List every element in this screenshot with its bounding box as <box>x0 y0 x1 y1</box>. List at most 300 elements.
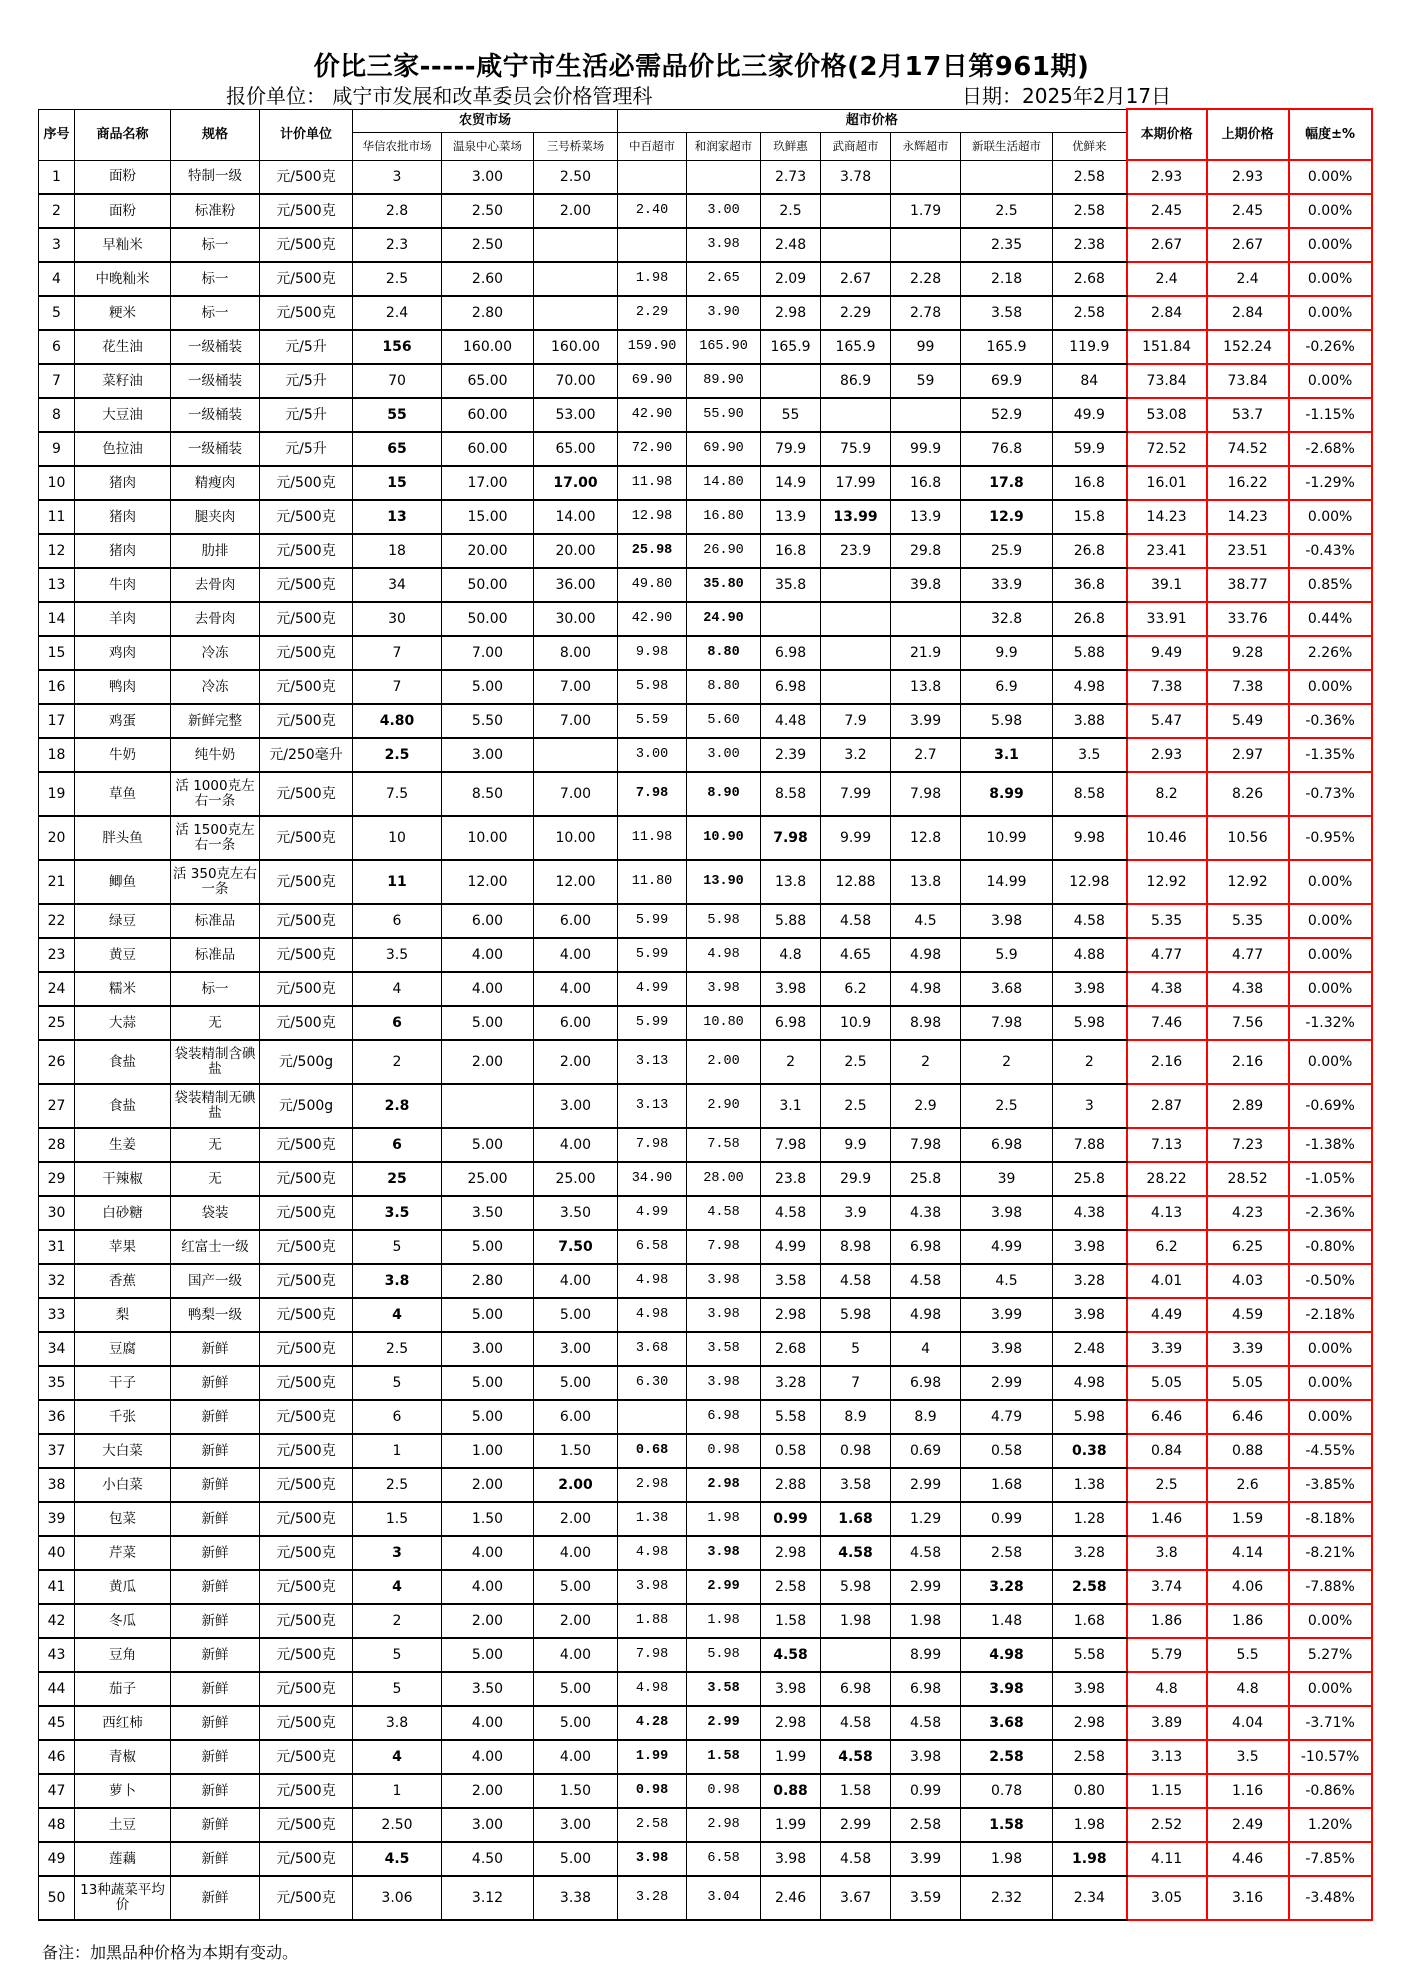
supermarket-price: 2.5 <box>961 194 1053 228</box>
product-name: 糯米 <box>75 972 171 1006</box>
supermarket-price: 7.98 <box>761 1128 821 1162</box>
market-price: 2.80 <box>442 296 534 330</box>
supermarket-price: 2.99 <box>687 1706 761 1740</box>
supermarket-price: 7.98 <box>961 1006 1053 1040</box>
supermarket-price: 4.58 <box>891 1536 961 1570</box>
supermarket-price: 26.8 <box>1053 534 1127 568</box>
supermarket-price: 1.99 <box>761 1808 821 1842</box>
supermarket-price: 4.98 <box>1053 670 1127 704</box>
table-row <box>39 1570 1372 1604</box>
row-number: 44 <box>39 1672 75 1706</box>
table-row <box>39 670 1372 704</box>
supermarket-price: 3.98 <box>961 1196 1053 1230</box>
supermarket-price: 11.98 <box>618 816 687 860</box>
change-percent: 0.44% <box>1289 602 1372 636</box>
market-price: 5.00 <box>442 1366 534 1400</box>
supermarket-price: 4.98 <box>618 1672 687 1706</box>
supermarket-price: 1.29 <box>891 1502 961 1536</box>
table-row <box>39 1604 1372 1638</box>
table-row <box>39 296 1372 330</box>
supermarket-price: 52.9 <box>961 398 1053 432</box>
supermarket-price: 1.98 <box>687 1604 761 1638</box>
supermarket-price: 3.98 <box>961 1672 1053 1706</box>
market-price: 1.50 <box>442 1502 534 1536</box>
supermarket-price <box>618 160 687 194</box>
table-row <box>39 860 1372 904</box>
product-name: 苹果 <box>75 1230 171 1264</box>
price-unit: 元/500克 <box>260 1162 353 1196</box>
product-name: 绿豆 <box>75 904 171 938</box>
supermarket-price <box>891 398 961 432</box>
previous-price: 0.88 <box>1207 1434 1289 1468</box>
change-percent: -8.21% <box>1289 1536 1372 1570</box>
supermarket-price: 1.88 <box>618 1604 687 1638</box>
supermarket-price: 8.98 <box>891 1006 961 1040</box>
product-spec: 新鲜完整 <box>171 704 260 738</box>
supermarket-price: 0.68 <box>618 1434 687 1468</box>
market-price: 1.5 <box>353 1502 442 1536</box>
market-price: 11 <box>353 860 442 904</box>
table-row <box>39 1434 1372 1468</box>
supermarket-price: 4.98 <box>891 972 961 1006</box>
row-number: 6 <box>39 330 75 364</box>
price-unit: 元/500g <box>260 1040 353 1084</box>
market-price: 7.00 <box>534 772 618 816</box>
supermarket-price: 5.98 <box>961 704 1053 738</box>
row-number: 27 <box>39 1084 75 1128</box>
row-number: 8 <box>39 398 75 432</box>
supermarket-price: 32.8 <box>961 602 1053 636</box>
row-number: 49 <box>39 1842 75 1876</box>
supermarket-price: 0.38 <box>1053 1434 1127 1468</box>
product-name: 香蕉 <box>75 1264 171 1298</box>
row-number: 48 <box>39 1808 75 1842</box>
col-supermarket: 新联生活超市 <box>961 132 1053 160</box>
product-spec: 新鲜 <box>171 1706 260 1740</box>
supermarket-price: 2.65 <box>687 262 761 296</box>
market-price: 12.00 <box>534 860 618 904</box>
supermarket-price: 4.38 <box>891 1196 961 1230</box>
supermarket-price: 29.9 <box>821 1162 891 1196</box>
previous-price: 8.26 <box>1207 772 1289 816</box>
market-price: 70 <box>353 364 442 398</box>
supermarket-price: 89.90 <box>687 364 761 398</box>
row-number: 45 <box>39 1706 75 1740</box>
market-price: 5 <box>353 1230 442 1264</box>
product-spec: 新鲜 <box>171 1332 260 1366</box>
current-price: 28.22 <box>1127 1162 1207 1196</box>
supermarket-price: 2.58 <box>618 1808 687 1842</box>
market-price: 3.5 <box>353 1196 442 1230</box>
price-unit: 元/500克 <box>260 1536 353 1570</box>
table-row <box>39 704 1372 738</box>
market-price: 3.00 <box>442 1808 534 1842</box>
market-price: 15.00 <box>442 500 534 534</box>
change-percent: -1.05% <box>1289 1162 1372 1196</box>
supermarket-price: 5.99 <box>618 1006 687 1040</box>
price-unit: 元/500克 <box>260 1876 353 1920</box>
market-price: 1.50 <box>534 1774 618 1808</box>
supermarket-price: 6.98 <box>821 1672 891 1706</box>
market-price: 2.8 <box>353 194 442 228</box>
market-price: 60.00 <box>442 432 534 466</box>
table-row <box>39 1774 1372 1808</box>
supermarket-price: 3.98 <box>1053 1672 1127 1706</box>
supermarket-price: 2.39 <box>761 738 821 772</box>
previous-price: 2.45 <box>1207 194 1289 228</box>
market-price: 4 <box>353 972 442 1006</box>
supermarket-price: 3.98 <box>761 1672 821 1706</box>
change-percent: 0.00% <box>1289 1332 1372 1366</box>
previous-price: 2.93 <box>1207 160 1289 194</box>
row-number: 1 <box>39 160 75 194</box>
market-price: 15 <box>353 466 442 500</box>
table-row <box>39 816 1372 860</box>
supermarket-price: 4.98 <box>891 938 961 972</box>
product-spec: 袋装 <box>171 1196 260 1230</box>
table-body <box>39 160 1372 1920</box>
current-price: 8.2 <box>1127 772 1207 816</box>
market-price: 3.50 <box>442 1196 534 1230</box>
current-price: 33.91 <box>1127 602 1207 636</box>
row-number: 19 <box>39 772 75 816</box>
price-unit: 元/500克 <box>260 1774 353 1808</box>
market-price: 7.50 <box>534 1230 618 1264</box>
product-spec: 新鲜 <box>171 1366 260 1400</box>
product-spec: 活 350克左右一条 <box>171 860 260 904</box>
supermarket-price: 6.98 <box>891 1672 961 1706</box>
supermarket-price: 165.90 <box>687 330 761 364</box>
change-percent: -0.26% <box>1289 330 1372 364</box>
product-spec: 肋排 <box>171 534 260 568</box>
supermarket-price: 39 <box>961 1162 1053 1196</box>
market-price: 25 <box>353 1162 442 1196</box>
product-name: 胖头鱼 <box>75 816 171 860</box>
price-unit: 元/500克 <box>260 636 353 670</box>
supermarket-price: 3.98 <box>618 1570 687 1604</box>
supermarket-price: 36.8 <box>1053 568 1127 602</box>
market-price: 4 <box>353 1740 442 1774</box>
market-price: 6.00 <box>534 1006 618 1040</box>
market-price: 5.00 <box>534 1298 618 1332</box>
product-name: 大白菜 <box>75 1434 171 1468</box>
market-price: 50.00 <box>442 602 534 636</box>
supermarket-price: 13.8 <box>891 670 961 704</box>
supermarket-price: 5.98 <box>687 1638 761 1672</box>
supermarket-price: 3.58 <box>961 296 1053 330</box>
product-spec: 标一 <box>171 228 260 262</box>
row-number: 31 <box>39 1230 75 1264</box>
supermarket-price: 2.7 <box>891 738 961 772</box>
supermarket-price: 16.80 <box>687 500 761 534</box>
supermarket-price: 2.35 <box>961 228 1053 262</box>
price-unit: 元/500克 <box>260 1604 353 1638</box>
product-spec: 袋装精制无碘盐 <box>171 1084 260 1128</box>
supermarket-price: 6.98 <box>891 1366 961 1400</box>
row-number: 37 <box>39 1434 75 1468</box>
market-price: 5.00 <box>442 1638 534 1672</box>
previous-price: 7.23 <box>1207 1128 1289 1162</box>
supermarket-price: 1.38 <box>618 1502 687 1536</box>
supermarket-price: 3.2 <box>821 738 891 772</box>
supermarket-price: 8.58 <box>761 772 821 816</box>
group-supermarket: 超市价格 <box>618 109 1127 132</box>
change-percent: 0.00% <box>1289 194 1372 228</box>
supermarket-price: 2.98 <box>761 1536 821 1570</box>
price-unit: 元/5升 <box>260 330 353 364</box>
supermarket-price: 3.58 <box>761 1264 821 1298</box>
supermarket-price: 0.99 <box>761 1502 821 1536</box>
price-unit: 元/500克 <box>260 1808 353 1842</box>
table-row <box>39 1006 1372 1040</box>
market-price: 4.00 <box>534 938 618 972</box>
current-price: 4.77 <box>1127 938 1207 972</box>
supermarket-price: 4.98 <box>618 1298 687 1332</box>
market-price: 20.00 <box>534 534 618 568</box>
market-price: 2.00 <box>534 1040 618 1084</box>
table-row <box>39 398 1372 432</box>
supermarket-price: 2.99 <box>961 1366 1053 1400</box>
supermarket-price: 4.58 <box>891 1706 961 1740</box>
change-percent: -7.85% <box>1289 1842 1372 1876</box>
supermarket-price: 3.58 <box>687 1332 761 1366</box>
product-name: 小白菜 <box>75 1468 171 1502</box>
supermarket-price: 12.98 <box>618 500 687 534</box>
product-spec: 新鲜 <box>171 1672 260 1706</box>
supermarket-price: 3.98 <box>1053 1230 1127 1264</box>
supermarket-price: 4.58 <box>821 1264 891 1298</box>
market-price: 65.00 <box>442 364 534 398</box>
product-name: 鲫鱼 <box>75 860 171 904</box>
supermarket-price: 14.99 <box>961 860 1053 904</box>
supermarket-price: 9.98 <box>618 636 687 670</box>
supermarket-price: 7.98 <box>687 1230 761 1264</box>
product-spec: 冷冻 <box>171 636 260 670</box>
market-price: 3.12 <box>442 1876 534 1920</box>
supermarket-price: 165.9 <box>821 330 891 364</box>
supermarket-price: 13.8 <box>761 860 821 904</box>
supermarket-price: 119.9 <box>1053 330 1127 364</box>
supermarket-price: 4.99 <box>761 1230 821 1264</box>
supermarket-price: 3.99 <box>891 704 961 738</box>
table-row <box>39 1298 1372 1332</box>
market-price: 2.5 <box>353 262 442 296</box>
supermarket-price: 1.28 <box>1053 1502 1127 1536</box>
market-price: 8.00 <box>534 636 618 670</box>
supermarket-price: 1.98 <box>1053 1842 1127 1876</box>
col-supermarket: 和润家超市 <box>687 132 761 160</box>
supermarket-price: 4.98 <box>891 1298 961 1332</box>
supermarket-price: 5.9 <box>961 938 1053 972</box>
product-name: 豆腐 <box>75 1332 171 1366</box>
market-price: 10.00 <box>534 816 618 860</box>
supermarket-price: 76.8 <box>961 432 1053 466</box>
change-percent: -1.15% <box>1289 398 1372 432</box>
market-price: 2.00 <box>442 1774 534 1808</box>
supermarket-price: 2.99 <box>687 1570 761 1604</box>
supermarket-price: 16.8 <box>891 466 961 500</box>
change-percent: -1.29% <box>1289 466 1372 500</box>
product-name: 梨 <box>75 1298 171 1332</box>
supermarket-price: 12.8 <box>891 816 961 860</box>
table-row <box>39 330 1372 364</box>
row-number: 32 <box>39 1264 75 1298</box>
current-price: 4.38 <box>1127 972 1207 1006</box>
supermarket-price: 5.59 <box>618 704 687 738</box>
price-unit: 元/500克 <box>260 904 353 938</box>
supermarket-price: 2.18 <box>961 262 1053 296</box>
previous-price: 5.5 <box>1207 1638 1289 1672</box>
product-name: 豆角 <box>75 1638 171 1672</box>
market-price: 8.50 <box>442 772 534 816</box>
change-percent: -3.71% <box>1289 1706 1372 1740</box>
supermarket-price: 23.9 <box>821 534 891 568</box>
row-number: 43 <box>39 1638 75 1672</box>
market-price: 2.50 <box>534 160 618 194</box>
supermarket-price <box>821 398 891 432</box>
supermarket-price: 6.58 <box>687 1842 761 1876</box>
supermarket-price: 4.28 <box>618 1706 687 1740</box>
row-number: 7 <box>39 364 75 398</box>
previous-price: 53.7 <box>1207 398 1289 432</box>
product-name: 萝卜 <box>75 1774 171 1808</box>
supermarket-price: 33.9 <box>961 568 1053 602</box>
row-number: 13 <box>39 568 75 602</box>
supermarket-price: 1.98 <box>687 1502 761 1536</box>
page-title: 价比三家-----咸宁市生活必需品价比三家价格(2月17日第961期) <box>313 52 1090 82</box>
supermarket-price: 2 <box>1053 1040 1127 1084</box>
supermarket-price: 13.90 <box>687 860 761 904</box>
market-price: 4.00 <box>442 1706 534 1740</box>
previous-price: 4.77 <box>1207 938 1289 972</box>
product-spec: 国产一级 <box>171 1264 260 1298</box>
market-price <box>534 262 618 296</box>
supermarket-price: 4.58 <box>821 1536 891 1570</box>
supermarket-price: 1.58 <box>961 1808 1053 1842</box>
price-unit: 元/250毫升 <box>260 738 353 772</box>
supermarket-price: 5.58 <box>761 1400 821 1434</box>
supermarket-price <box>618 1400 687 1434</box>
product-name: 黄豆 <box>75 938 171 972</box>
supermarket-price <box>821 670 891 704</box>
supermarket-price: 42.90 <box>618 602 687 636</box>
row-number: 10 <box>39 466 75 500</box>
supermarket-price: 12.9 <box>961 500 1053 534</box>
previous-price: 14.23 <box>1207 500 1289 534</box>
row-number: 22 <box>39 904 75 938</box>
product-spec: 活 1500克左右一条 <box>171 816 260 860</box>
supermarket-price: 3.98 <box>687 1366 761 1400</box>
market-price: 30 <box>353 602 442 636</box>
reporting-unit: 报价单位： 咸宁市发展和改革委员会价格管理科 <box>226 84 653 108</box>
supermarket-price: 9.9 <box>961 636 1053 670</box>
supermarket-price: 84 <box>1053 364 1127 398</box>
market-price: 4.00 <box>442 1740 534 1774</box>
row-number: 41 <box>39 1570 75 1604</box>
market-price: 5.00 <box>442 1006 534 1040</box>
current-price: 4.49 <box>1127 1298 1207 1332</box>
current-price: 72.52 <box>1127 432 1207 466</box>
current-price: 6.2 <box>1127 1230 1207 1264</box>
price-unit: 元/500克 <box>260 1638 353 1672</box>
supermarket-price: 2.58 <box>1053 1740 1127 1774</box>
market-price: 6 <box>353 1400 442 1434</box>
product-spec: 冷冻 <box>171 670 260 704</box>
supermarket-price: 3.13 <box>618 1040 687 1084</box>
market-price: 4.50 <box>442 1842 534 1876</box>
supermarket-price: 3.78 <box>821 160 891 194</box>
supermarket-price: 3.98 <box>687 1536 761 1570</box>
table-row <box>39 194 1372 228</box>
product-spec: 新鲜 <box>171 1536 260 1570</box>
supermarket-price: 2 <box>761 1040 821 1084</box>
market-price: 4 <box>353 1298 442 1332</box>
supermarket-price: 49.9 <box>1053 398 1127 432</box>
supermarket-price: 79.9 <box>761 432 821 466</box>
supermarket-price <box>891 602 961 636</box>
change-percent: 1.20% <box>1289 1808 1372 1842</box>
product-spec: 新鲜 <box>171 1434 260 1468</box>
product-spec: 一级桶装 <box>171 330 260 364</box>
product-spec: 标准品 <box>171 938 260 972</box>
market-price: 4.00 <box>534 1264 618 1298</box>
change-percent: -0.36% <box>1289 704 1372 738</box>
previous-price: 2.97 <box>1207 738 1289 772</box>
row-number: 15 <box>39 636 75 670</box>
market-price: 5.00 <box>442 1298 534 1332</box>
supermarket-price: 2.5 <box>961 1084 1053 1128</box>
table-row <box>39 364 1372 398</box>
market-price: 4.00 <box>442 938 534 972</box>
supermarket-price: 4.58 <box>821 1842 891 1876</box>
price-unit: 元/500克 <box>260 1230 353 1264</box>
market-price: 3.38 <box>534 1876 618 1920</box>
market-price: 2.80 <box>442 1264 534 1298</box>
supermarket-price: 6.98 <box>761 670 821 704</box>
market-price: 5.00 <box>534 1672 618 1706</box>
supermarket-price: 1.68 <box>961 1468 1053 1502</box>
supermarket-price: 3.59 <box>891 1876 961 1920</box>
change-percent: -0.80% <box>1289 1230 1372 1264</box>
supermarket-price: 8.98 <box>821 1230 891 1264</box>
table-row <box>39 1332 1372 1366</box>
supermarket-price: 2.78 <box>891 296 961 330</box>
supermarket-price: 4.58 <box>761 1196 821 1230</box>
change-percent: -2.36% <box>1289 1196 1372 1230</box>
market-price: 4.5 <box>353 1842 442 1876</box>
supermarket-price: 4.98 <box>1053 1366 1127 1400</box>
supermarket-price: 2.98 <box>761 1298 821 1332</box>
price-unit: 元/5升 <box>260 432 353 466</box>
market-price: 17.00 <box>442 466 534 500</box>
previous-price: 7.38 <box>1207 670 1289 704</box>
product-spec: 一级桶装 <box>171 364 260 398</box>
supermarket-price: 2.5 <box>761 194 821 228</box>
col-supermarket: 永辉超市 <box>891 132 961 160</box>
previous-price: 3.39 <box>1207 1332 1289 1366</box>
col-supermarket: 优鲜来 <box>1053 132 1127 160</box>
price-unit: 元/500克 <box>260 1128 353 1162</box>
previous-price: 23.51 <box>1207 534 1289 568</box>
row-number: 39 <box>39 1502 75 1536</box>
supermarket-price: 2.99 <box>821 1808 891 1842</box>
market-price: 2.00 <box>534 1502 618 1536</box>
change-percent: 0.00% <box>1289 296 1372 330</box>
change-percent: -1.35% <box>1289 738 1372 772</box>
table-row <box>39 534 1372 568</box>
table-row <box>39 1502 1372 1536</box>
current-price: 7.38 <box>1127 670 1207 704</box>
